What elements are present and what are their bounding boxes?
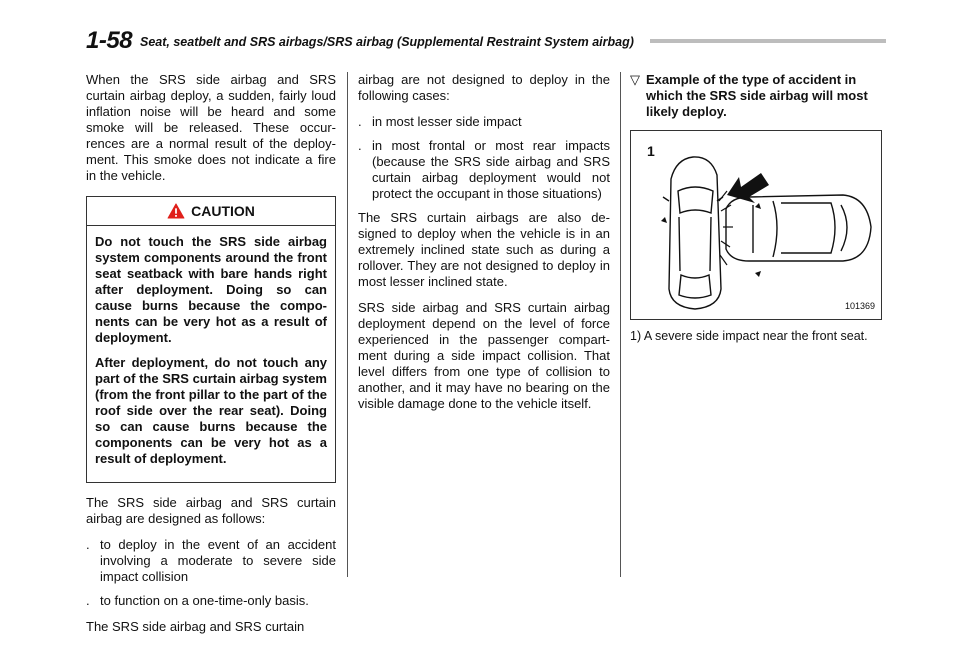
accident-figure: [630, 130, 882, 320]
paragraph: airbag are not designed to deploy in the following cases:: [358, 72, 610, 103]
caution-paragraph: After deployment, do not touch any part of the SRS curtain airbag system (from the front pillar to the part of the roof side over the rear seat). Doing so can cause burns because the components can be very hot as a result of deployment.: [95, 355, 327, 466]
column-1: [86, 72, 336, 645]
page-header: [86, 27, 886, 53]
bullet-marker: .: [358, 138, 362, 153]
column-divider: [620, 72, 621, 577]
list-item: [358, 138, 610, 202]
example-heading: [630, 72, 882, 120]
list-item: [86, 537, 336, 585]
figure-callout-label: 1: [647, 143, 655, 159]
list-item-text: in most frontal or most rear impacts (because the SRS side airbag and SRS curtain airbag deployment would not protect the occupant in those situations): [372, 138, 610, 201]
caution-title: CAUTION: [191, 203, 255, 219]
column-2: [358, 72, 610, 422]
caution-body: [87, 226, 335, 482]
bullet-marker: .: [86, 593, 90, 608]
list-item-text: to function on a one-time-only basis.: [100, 593, 309, 608]
intro-paragraph: When the SRS side airbag and SRS curtain airbag deploy, a sudden, fairly loud inflation noise will be heard and some smoke will be released. These occur-rences are a normal result of the deploy-ment. This smoke does not indicate a fire in the vehicle.: [86, 72, 336, 183]
section-title: Seat, seatbelt and SRS airbags/SRS airbag (Supplemental Restraint System airbag): [140, 35, 634, 49]
list-item: [358, 114, 610, 130]
column-3: [630, 72, 882, 344]
caution-paragraph: Do not touch the SRS side airbag system components around the front seat seatback with bare hands right after deployment. Doing so can cause burns because the compo-nents can be very hot as a result of deployment.: [95, 234, 327, 345]
continued-paragraph: The SRS side airbag and SRS curtain: [86, 619, 305, 634]
example-title: Example of the type of accident in which the SRS side airbag will most likely deploy.: [646, 72, 868, 119]
figure-caption: 1) A severe side impact near the front seat.: [630, 329, 868, 343]
figure-code: 101369: [844, 301, 875, 311]
page-number: 1-58: [86, 27, 133, 54]
column-divider: [347, 72, 348, 577]
caution-header: [87, 197, 335, 226]
paragraph: SRS side airbag and SRS curtain airbag deployment depend on the level of force experienced in the passenger compart-ment during a side impact collision. That level differs from one type of collision to another, and it may have no bearing on the visible damage done to the vehicle itself.: [358, 300, 610, 411]
bullet-marker: .: [86, 537, 90, 552]
triangle-marker-icon: ▽: [630, 72, 640, 87]
caution-box: [86, 196, 336, 483]
list-item-text: in most lesser side impact: [372, 114, 522, 129]
bullet-marker: .: [358, 114, 362, 129]
warning-triangle-icon: [167, 203, 185, 219]
paragraph: The SRS curtain airbags are also de-signed to deploy when the vehicle is in an extremely inclined state such as during a rollover. They are not designed to deploy in most lesser inclined state.: [358, 210, 610, 289]
list-item: [86, 593, 336, 609]
design-paragraph: The SRS side airbag and SRS curtain airbag are designed as follows:: [86, 495, 336, 526]
list-item-text: to deploy in the event of an accident involving a moderate to severe side impact collision: [100, 537, 336, 584]
header-rule: [650, 39, 886, 43]
side-impact-illustration: [631, 131, 881, 319]
